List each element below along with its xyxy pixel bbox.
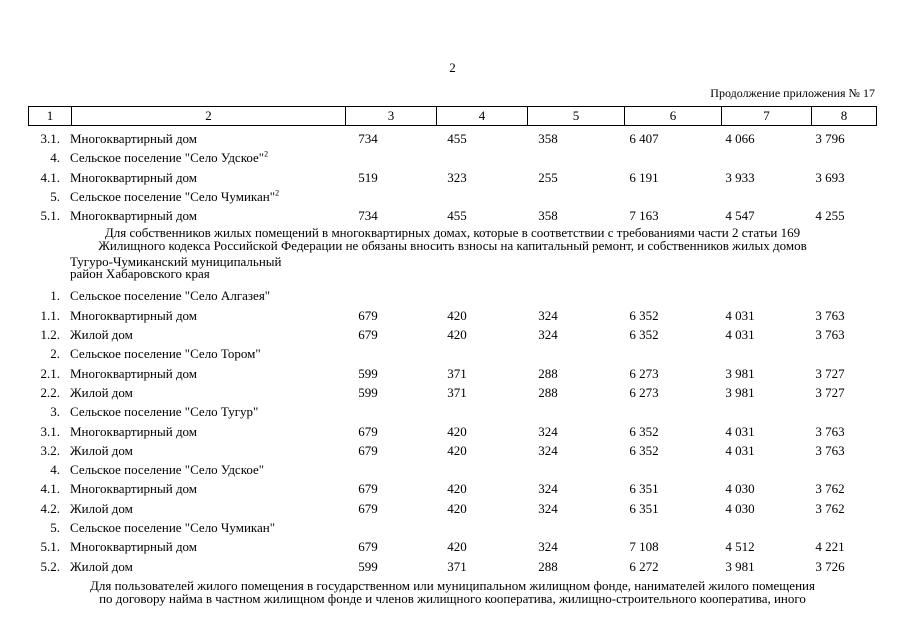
cell-value: 455 bbox=[447, 208, 467, 224]
note-line: по договору найма в частном жилищном фонде и членов жилищного кооператива, жилищно-строительного кооператива, иного bbox=[99, 590, 806, 606]
row-name-text: Жилой дом bbox=[70, 442, 133, 458]
cell-value: 6 407 bbox=[629, 131, 659, 146]
cell-value: 679 bbox=[358, 539, 378, 555]
cell-value: 3 727 bbox=[815, 365, 845, 381]
row-name bbox=[70, 557, 133, 576]
row-number: 4. bbox=[50, 462, 60, 478]
cell-value: 3 981 bbox=[725, 384, 755, 400]
table-row bbox=[0, 383, 905, 402]
cell-value: 324 bbox=[538, 500, 558, 516]
row-name-text: Жилой дом bbox=[70, 384, 133, 400]
table-row bbox=[0, 187, 905, 206]
row-number: 5.1. bbox=[40, 208, 60, 224]
row-name-text: Сельское поселение "Село Удское" bbox=[70, 462, 265, 478]
cell-value: 599 bbox=[358, 558, 378, 574]
row-number: 3.1. bbox=[40, 423, 60, 439]
cell-value: 679 bbox=[358, 481, 378, 497]
cell-value: 3 762 bbox=[815, 481, 845, 497]
cell-value: 371 bbox=[447, 558, 467, 574]
row-name bbox=[70, 402, 258, 421]
cell-value: 358 bbox=[538, 208, 558, 224]
row-name-text: Сельское поселение "Село Удское" bbox=[70, 150, 265, 166]
cell-value: 324 bbox=[538, 327, 558, 343]
table-row bbox=[0, 364, 905, 383]
cell-value: 3 981 bbox=[725, 558, 755, 574]
row-name-text: Жилой дом bbox=[70, 558, 133, 574]
cell-value: 324 bbox=[538, 481, 558, 497]
cell-value: 6 351 bbox=[629, 481, 659, 497]
footnote-marker: 2 bbox=[264, 149, 269, 159]
cell-value: 599 bbox=[358, 384, 378, 400]
table-row bbox=[0, 402, 905, 421]
row-name-text: Многоквартирный дом bbox=[70, 307, 198, 323]
cell-value: 734 bbox=[358, 208, 378, 224]
note-paragraph-2 bbox=[0, 576, 905, 605]
row-name-text: Многоквартирный дом bbox=[70, 169, 198, 185]
row-name-text: Сельское поселение "Село Чумикан" bbox=[70, 188, 276, 204]
page-number: 2 bbox=[449, 60, 456, 75]
row-number: 3.2. bbox=[40, 442, 60, 458]
header-cell: 3 bbox=[346, 107, 437, 126]
cell-value: 6 352 bbox=[629, 327, 659, 343]
cell-value: 679 bbox=[358, 442, 378, 458]
note-line: Для пользователей жилого помещения в государственном или муниципальном жилищном фонде, нанимателей жилого помещения bbox=[90, 577, 815, 593]
footnote-marker: 2 bbox=[275, 188, 280, 198]
cell-value: 519 bbox=[358, 169, 378, 185]
row-name-text: Многоквартирный дом bbox=[70, 423, 198, 439]
district-line: Тугуро-Чумиканский муниципальный bbox=[70, 254, 282, 270]
row-name-text: Жилой дом bbox=[70, 327, 133, 343]
cell-value: 324 bbox=[538, 442, 558, 458]
row-number: 4.1. bbox=[40, 169, 60, 185]
row-name-text: Многоквартирный дом bbox=[70, 365, 198, 381]
row-number: 5.2. bbox=[40, 558, 60, 574]
cell-value: 6 273 bbox=[629, 384, 659, 400]
table-row bbox=[0, 537, 905, 556]
cell-value: 288 bbox=[538, 558, 558, 574]
cell-value: 679 bbox=[358, 327, 378, 343]
table-row bbox=[0, 168, 905, 187]
row-name-text: Многоквартирный дом bbox=[70, 131, 198, 146]
table-row bbox=[0, 460, 905, 479]
row-name bbox=[70, 460, 264, 479]
header-cell: 1 bbox=[29, 107, 72, 126]
cell-value: 3 796 bbox=[815, 131, 845, 146]
cell-value: 323 bbox=[447, 169, 467, 185]
row-number: 5. bbox=[50, 520, 60, 536]
district-heading bbox=[0, 252, 905, 286]
row-number: 1. bbox=[50, 288, 60, 304]
header-cell: 5 bbox=[528, 107, 625, 126]
header-cell: 6 bbox=[625, 107, 722, 126]
row-name bbox=[70, 441, 133, 460]
table-row bbox=[0, 306, 905, 325]
cell-value: 455 bbox=[447, 131, 467, 146]
cell-value: 3 763 bbox=[815, 442, 845, 458]
row-number: 5.1. bbox=[40, 539, 60, 555]
cell-value: 7 163 bbox=[629, 208, 659, 224]
cell-value: 255 bbox=[538, 169, 558, 185]
cell-value: 4 031 bbox=[725, 307, 755, 323]
row-name bbox=[70, 286, 270, 305]
cell-value: 6 191 bbox=[629, 169, 659, 185]
table-row bbox=[0, 422, 905, 441]
cell-value: 6 352 bbox=[629, 442, 659, 458]
table-header bbox=[28, 106, 877, 126]
section-block-2 bbox=[0, 286, 905, 575]
row-name bbox=[70, 344, 261, 363]
row-name bbox=[70, 206, 197, 225]
header-cell: 2 bbox=[72, 107, 346, 126]
row-number: 3.1. bbox=[40, 131, 60, 146]
row-name bbox=[70, 499, 133, 518]
row-number: 2. bbox=[50, 346, 60, 362]
cell-value: 734 bbox=[358, 131, 378, 146]
cell-value: 3 726 bbox=[815, 558, 845, 574]
cell-value: 6 273 bbox=[629, 365, 659, 381]
note-line: Для собственников жилых помещений в многоквартирных домах, которые в соответствии с требованиями части 2 статьи 169 bbox=[104, 225, 801, 241]
continuation-label: Продолжение приложения № 17 bbox=[710, 86, 875, 100]
note-line: Жилищного кодекса Российской Федерации не обязаны вносить взносы на капитальный ремонт, и собственников жилых домов bbox=[98, 238, 807, 254]
cell-value: 420 bbox=[447, 500, 467, 516]
note-paragraph-1 bbox=[0, 225, 905, 252]
row-number: 4. bbox=[50, 150, 60, 166]
cell-value: 371 bbox=[447, 365, 467, 381]
row-name-text: Сельское поселение "Село Тором" bbox=[70, 346, 261, 362]
table-row bbox=[0, 286, 905, 305]
cell-value: 288 bbox=[538, 384, 558, 400]
cell-value: 4 547 bbox=[725, 208, 755, 224]
row-name-text: Сельское поселение "Село Алгазея" bbox=[70, 288, 271, 304]
cell-value: 324 bbox=[538, 307, 558, 323]
cell-value: 358 bbox=[538, 131, 558, 146]
row-number: 5. bbox=[50, 188, 60, 204]
cell-value: 3 763 bbox=[815, 307, 845, 323]
row-name-text: Сельское поселение "Село Тугур" bbox=[70, 404, 259, 420]
table-row bbox=[0, 518, 905, 537]
row-name bbox=[70, 422, 197, 441]
row-name bbox=[70, 129, 197, 148]
table-row bbox=[0, 325, 905, 344]
cell-value: 4 255 bbox=[815, 208, 845, 224]
cell-value: 4 066 bbox=[725, 131, 755, 146]
section-block-1 bbox=[0, 129, 905, 225]
row-number: 3. bbox=[50, 404, 60, 420]
cell-value: 599 bbox=[358, 365, 378, 381]
table-row bbox=[0, 206, 905, 225]
cell-value: 3 727 bbox=[815, 384, 845, 400]
row-name bbox=[70, 518, 275, 537]
cell-value: 6 351 bbox=[629, 500, 659, 516]
cell-value: 6 352 bbox=[629, 307, 659, 323]
cell-value: 6 352 bbox=[629, 423, 659, 439]
table-body bbox=[0, 129, 905, 605]
cell-value: 371 bbox=[447, 384, 467, 400]
row-number: 2.1. bbox=[40, 365, 60, 381]
row-name bbox=[70, 168, 197, 187]
row-number: 1.1. bbox=[40, 307, 60, 323]
row-name-text: Сельское поселение "Село Чумикан" bbox=[70, 520, 276, 536]
cell-value: 679 bbox=[358, 500, 378, 516]
cell-value: 679 bbox=[358, 423, 378, 439]
cell-value: 3 693 bbox=[815, 169, 845, 185]
header-cell: 8 bbox=[812, 107, 877, 126]
table-row bbox=[0, 344, 905, 363]
table-row bbox=[0, 499, 905, 518]
row-number: 2.2. bbox=[40, 384, 60, 400]
cell-value: 4 221 bbox=[815, 539, 845, 555]
row-name-text: Многоквартирный дом bbox=[70, 208, 198, 224]
cell-value: 288 bbox=[538, 365, 558, 381]
header-cell: 7 bbox=[722, 107, 812, 126]
row-name-text: Многоквартирный дом bbox=[70, 481, 198, 497]
row-name bbox=[70, 364, 197, 383]
cell-value: 3 762 bbox=[815, 500, 845, 516]
cell-value: 420 bbox=[447, 307, 467, 323]
cell-value: 6 272 bbox=[629, 558, 659, 574]
cell-value: 420 bbox=[447, 423, 467, 439]
row-name bbox=[70, 537, 197, 556]
cell-value: 420 bbox=[447, 539, 467, 555]
cell-value: 420 bbox=[447, 327, 467, 343]
row-name bbox=[70, 383, 133, 402]
cell-value: 679 bbox=[358, 307, 378, 323]
row-number: 4.2. bbox=[40, 500, 60, 516]
row-name bbox=[70, 148, 268, 167]
header-cell: 4 bbox=[437, 107, 528, 126]
cell-value: 3 981 bbox=[725, 365, 755, 381]
district-name bbox=[70, 256, 281, 280]
cell-value: 4 030 bbox=[725, 481, 755, 497]
row-name bbox=[70, 479, 197, 498]
cell-value: 4 512 bbox=[725, 539, 755, 555]
row-number: 1.2. bbox=[40, 327, 60, 343]
row-name-text: Многоквартирный дом bbox=[70, 539, 198, 555]
cell-value: 324 bbox=[538, 539, 558, 555]
cell-value: 3 933 bbox=[725, 169, 755, 185]
row-number: 4.1. bbox=[40, 481, 60, 497]
cell-value: 4 031 bbox=[725, 442, 755, 458]
cell-value: 4 031 bbox=[725, 423, 755, 439]
row-name bbox=[70, 187, 279, 206]
cell-value: 324 bbox=[538, 423, 558, 439]
cell-value: 3 763 bbox=[815, 327, 845, 343]
cell-value: 3 763 bbox=[815, 423, 845, 439]
cell-value: 420 bbox=[447, 481, 467, 497]
table-row bbox=[0, 557, 905, 576]
district-line: район Хабаровского края bbox=[70, 266, 210, 282]
cell-value: 7 108 bbox=[629, 539, 659, 555]
table-row bbox=[0, 479, 905, 498]
table-row bbox=[0, 441, 905, 460]
cell-value: 4 030 bbox=[725, 500, 755, 516]
cell-value: 420 bbox=[447, 442, 467, 458]
cell-value: 4 031 bbox=[725, 327, 755, 343]
row-name bbox=[70, 325, 133, 344]
row-name bbox=[70, 306, 197, 325]
table-row bbox=[0, 129, 905, 148]
table-row bbox=[0, 148, 905, 167]
row-name-text: Жилой дом bbox=[70, 500, 133, 516]
